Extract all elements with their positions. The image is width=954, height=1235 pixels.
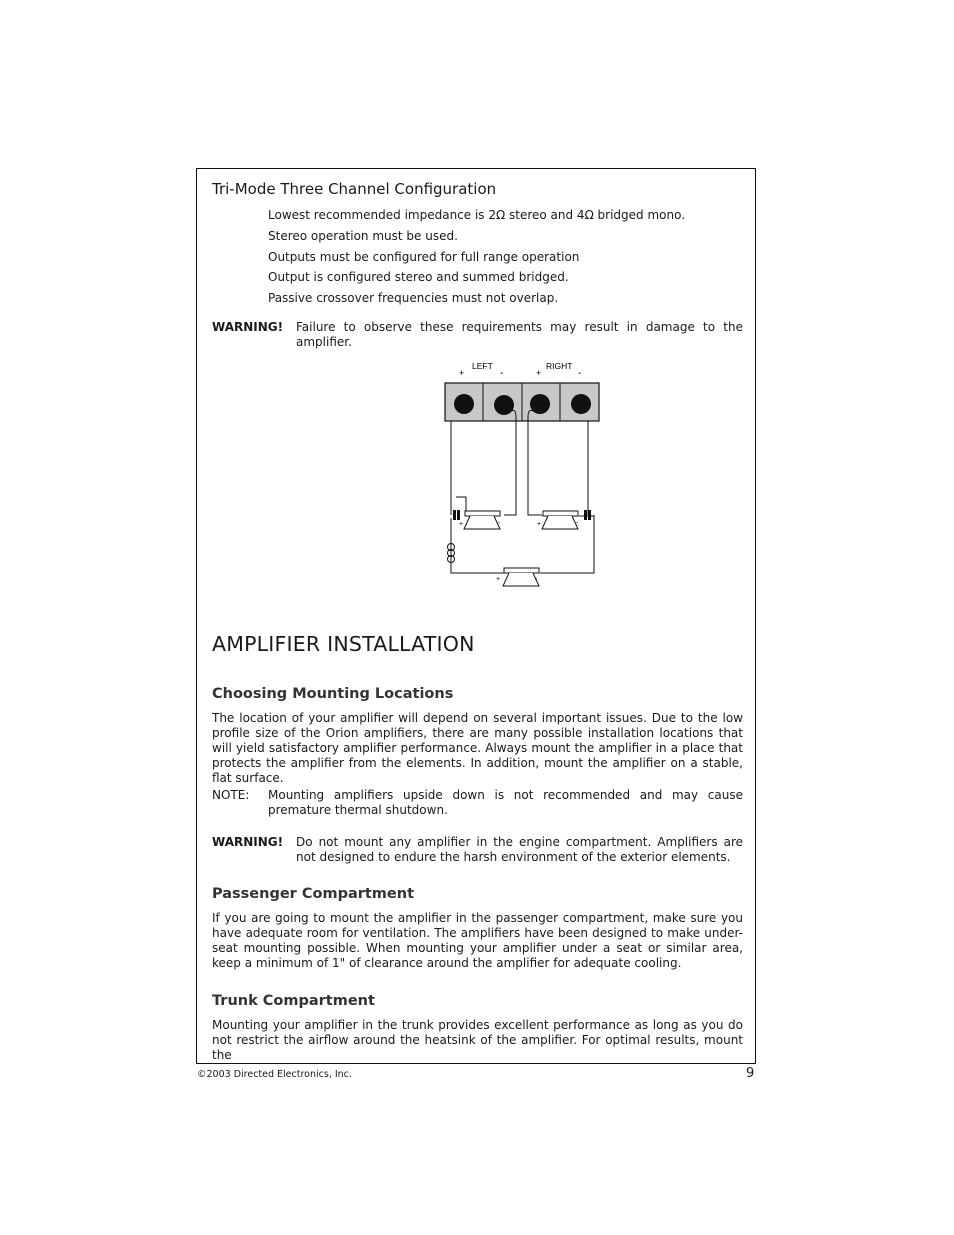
right-speaker-icon [542,511,578,529]
note-label: NOTE: [212,788,250,802]
page-number: 9 [746,1066,755,1081]
left-plus-sign: + [459,368,465,378]
right-minus-sign: - [578,368,582,379]
wires [451,410,594,573]
right-speaker-plus: + [537,521,542,528]
right-plus-sign: + [536,368,542,378]
right-speaker-minus: - [576,520,579,527]
requirement-item: Passive crossover frequencies must not overlap. [268,291,559,306]
note-text: Mounting amplifiers upside down is not recommended and may cause premature thermal shutdown. [268,788,743,817]
wiring-diagram [442,357,602,587]
section-title: Tri-Mode Three Channel Configuration [212,180,497,198]
choosing-heading: Choosing Mounting Locations [212,686,454,702]
requirements-list [268,205,685,309]
left-speaker-plus: + [459,521,464,528]
requirement-item: Lowest recommended impedance is 2Ω stereo and 4Ω bridged mono. [268,208,686,222]
warning-text: Failure to observe these requirements may result in damage to the amplifier. [296,320,743,349]
warning-label: WARNING! [212,320,284,334]
left-negative-terminal [494,395,514,415]
terminal-block [445,383,599,421]
choosing-body: The location of your amplifier will depend on several important issues. Due to the low profile size of the Orion amplifiers, there are many possible installation locations that will yield satisfactory amplifier performance. Always mount the amplifier in a place that protects the amplifier from the elements. In addition, mount the amplifier on a stable, flat surface. [212,711,743,785]
mounting-note [212,788,743,818]
left-speaker-icon [464,511,500,529]
passenger-body: If you are going to mount the amplifier in the passenger compartment, make sure you have adequate room for ventilation. The amplifiers have been designed to make under-seat mounting possible. When mounting your amplifier under a seat or similar area, keep a minimum of 1" of clearance around the amplifier for adequate cooling. [212,911,743,970]
installation-heading: AMPLIFIER INSTALLATION [212,632,475,656]
left-minus-sign: - [500,368,504,379]
left-label: LEFT [472,361,493,371]
requirement-item: Outputs must be configured for full range operation [268,249,580,264]
center-speaker-plus: + [496,576,501,583]
engine-warning [212,835,743,865]
requirement-item: Stereo operation must be used. [268,228,458,243]
passenger-heading: Passenger Compartment [212,886,415,902]
content-frame [196,168,756,1064]
center-speaker-icon [503,568,539,586]
warning-label: WARNING! [212,835,284,849]
center-speaker-minus: - [535,576,538,583]
capacitor-icon [453,510,460,520]
config-warning [212,320,743,350]
copyright: ©2003 Directed Electronics, Inc. [197,1069,352,1080]
requirement-item: Output is configured stereo and summed bridged. [268,270,569,285]
right-negative-terminal [571,394,591,414]
right-label: RIGHT [546,361,573,371]
warning-text: Do not mount any amplifier in the engine compartment. Amplifiers are not designed to endure the harsh environment of the exterior elements. [296,835,743,864]
trunk-heading: Trunk Compartment [212,993,375,1009]
trunk-body: Mounting your amplifier in the trunk provides excellent performance as long as you do not restrict the airflow around the heatsink of the amplifier. For optimal results, mount the [212,1018,743,1062]
left-speaker-minus: - [498,520,501,527]
left-positive-terminal [454,394,474,414]
